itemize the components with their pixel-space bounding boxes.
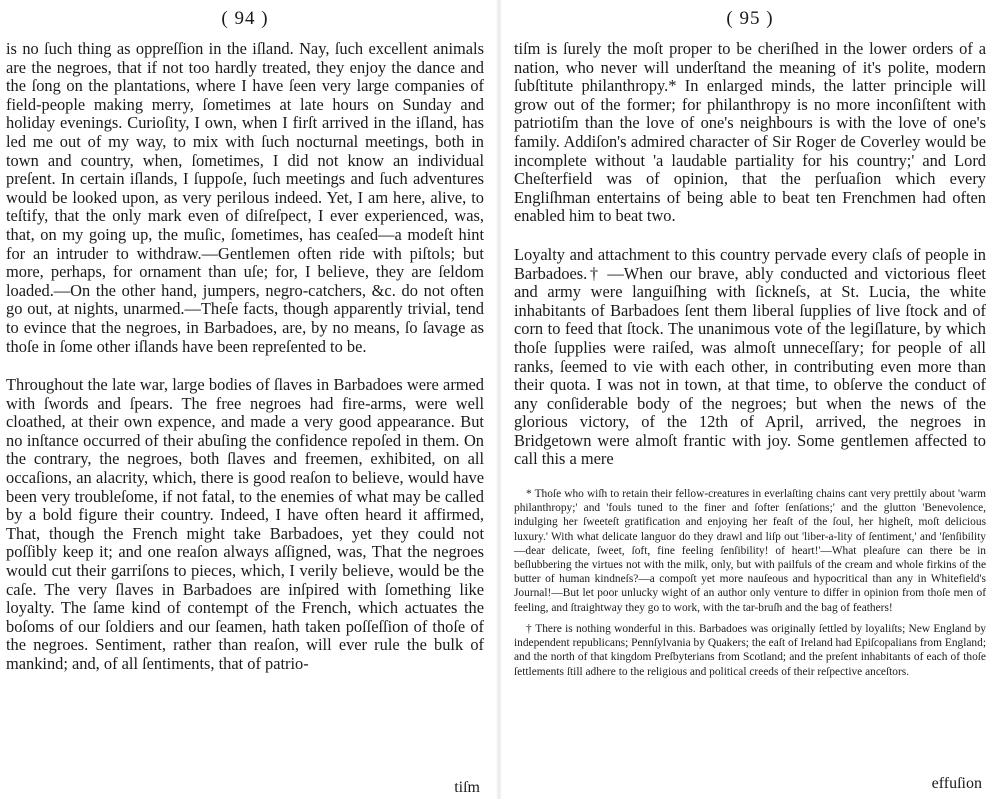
- page-number-left: ( 94 ): [221, 8, 269, 29]
- footnote: † There is nothing wonderful in this. Barbadoes was originally ſettled by loyaliſts; New England by independent republicans; Pennſylvania by Quakers; the eaſt of Ireland had Epiſcopalians from England; and the north of that kingdom Preſbyterians from Scotland; and the preſent inhabitants of each of thoſe ſettlements ſtill adhere to the religious and political creeds of their reſpective anceſtors.: [514, 622, 986, 678]
- footnotes: [514, 487, 986, 679]
- paragraph: tiſm is ſurely the moſt proper to be cheriſhed in the lower orders of a nation, who never will underſtand the meaning of it's polite, modern ſubſtitute philanthropy.* In enlarged minds, the latter principle will grow out of the former; for philanthropy is no more inconſiſtent with patriotiſm than the love of one's neighbours is with the love of one's family. Addiſon's admired character of Sir Roger de Coverley would be incomplete without 'a laudable partiality for his country;' and Lord Cheſterfield was of opinion, that the perſuaſion which every Engliſhman entertains of being able to beat ten Frenchmen had often enabled him to beat two.: [514, 39, 986, 226]
- catchword-left: tiſm: [454, 779, 480, 796]
- paragraph: Loyalty and attachment to this country pervade every claſs of people in Barbadoes.† —When our brave, ably conducted and victorious fleet and army were languiſhing with ſickneſs, at St. Lucia, the white inhabitants of Barbadoes ſent them liberal ſupplies of live ſtock and of corn to feed that ſtock. The unanimous vote of the legiſlature, by which thoſe ſupplies were raiſed, was almoſt unneceſſary; for people of all ranks, ſeemed to vie with each other, in contributing even more than their quota. I was not in town, at that time, to obſerve the conduct of any conſiderable body of the negroes; but when the news of the glorious victory, of the 12th of April, arrived, the negroes in Bridgetown were almoſt frantic with joy. Some gentlemen affected to call this a mere: [514, 244, 986, 469]
- catchword-right: effuſion: [931, 775, 982, 792]
- paragraph: Throughout the late war, large bodies of ſlaves in Barbadoes were armed with ſwords and ſpears. The free negroes had fire-arms, were well cloathed, at their own expence, and made a very good appearance. But no inſtance occurred of their abuſing the confidence repoſed in them. On the contrary, the negroes, both ſlaves and freemen, exhibited, on all occaſions, an alacrity, which, there is good reaſon to believe, would have been very troubleſome, if not fatal, to the enemies of what may be called by a bold figure their country. Indeed, I have often heard it affirmed, That, though the French might take Barbadoes, yet they could not poſſibly keep it; and one reaſon always aſſigned, was, That the negroes would cut their garriſons to pieces, which, I verily believe, would be the caſe. The very ſlaves in Barbadoes are inſpired with ſomething like loyalty. The ſame kind of contempt of the French, which actuates the boſoms of our ſoldiers and our ſeamen, hath taken poſſeſſion of thoſe of the negroes. Sentiment, rather than reaſon, will ever rule the bulk of mankind; and, of all ſentiments, that of patrio-: [6, 375, 484, 673]
- book-gutter: [496, 0, 502, 799]
- right-body: [514, 40, 986, 469]
- left-page: [0, 0, 490, 799]
- page-number-right: ( 95 ): [726, 8, 774, 29]
- right-page: [508, 0, 992, 799]
- footnote: * Thoſe who wiſh to retain their fellow-creatures in everlaſting chains cant very prettily about 'warm philanthropy;' and 'fouls tuned to the finer and ſofter ſenſations;' and the glutton 'Benevolence, indulging her ſweeteſt gratification and enjoying her feaſt of the ſoul, her higheſt, moſt delicious luxury.' With what delicate languor do they drawl and liſp out 'liber-a-lity of ſentiment,' and 'ſenſibility—dear delicate, ſweet, ſoft, fine feeling ſenſibility! of heart!'—What pleaſure can there be in beſlubbering the virtues not with the milk, only, but with pailfuls of the cream and whole firkins of the butter of human kindneſs?—a compoſt yet more nauſeous and hypocritical than any in Whitefield's Journal!—But let poor unlucky wight of an author only venture to differ in opinion from thoſe men of feeling, and ſtraightway they go to work, with the tar-bruſh and the bag of feathers!: [514, 488, 986, 614]
- paragraph: is no ſuch thing as oppreſſion in the iſland. Nay, ſuch excellent animals are the negroes, that if not too hardly treated, they enjoy the dance and the ſong on the plantations, where I have ſeen very large companies of field-people making merry, ſometimes at late hours on Sunday and holiday evenings. Curioſity, I own, when I firſt arrived in the iſland, has led me out of my way, to mix with ſuch nocturnal meetings, both in town and country, when, ſometimes, I did not know an individual preſent. In certain iſlands, I ſuppoſe, ſuch meetings and ſuch adventures would be looked upon, as very perilous indeed. Yet, I am here, alive, to teſtify, that the only mark even of diſreſpect, I ever experienced, was, that, on my going up, the muſic, ſometimes, has ceaſed—a modeſt hint for an intruder to withdraw.—Gentlemen often ride with piſtols; but more, perhaps, for ornament than uſe; for, I believe, they are ſeldom loaded.—On the other hand, jumpers, negro-catchers, &c. do not often go out, at nights, unarmed.—Theſe facts, though apparently trivial, tend to evince that the negroes, in Barbadoes, are, by no means, ſo ſavage as thoſe in ſome other iſlands have been repreſented to be.: [6, 39, 484, 356]
- left-body: [6, 40, 484, 674]
